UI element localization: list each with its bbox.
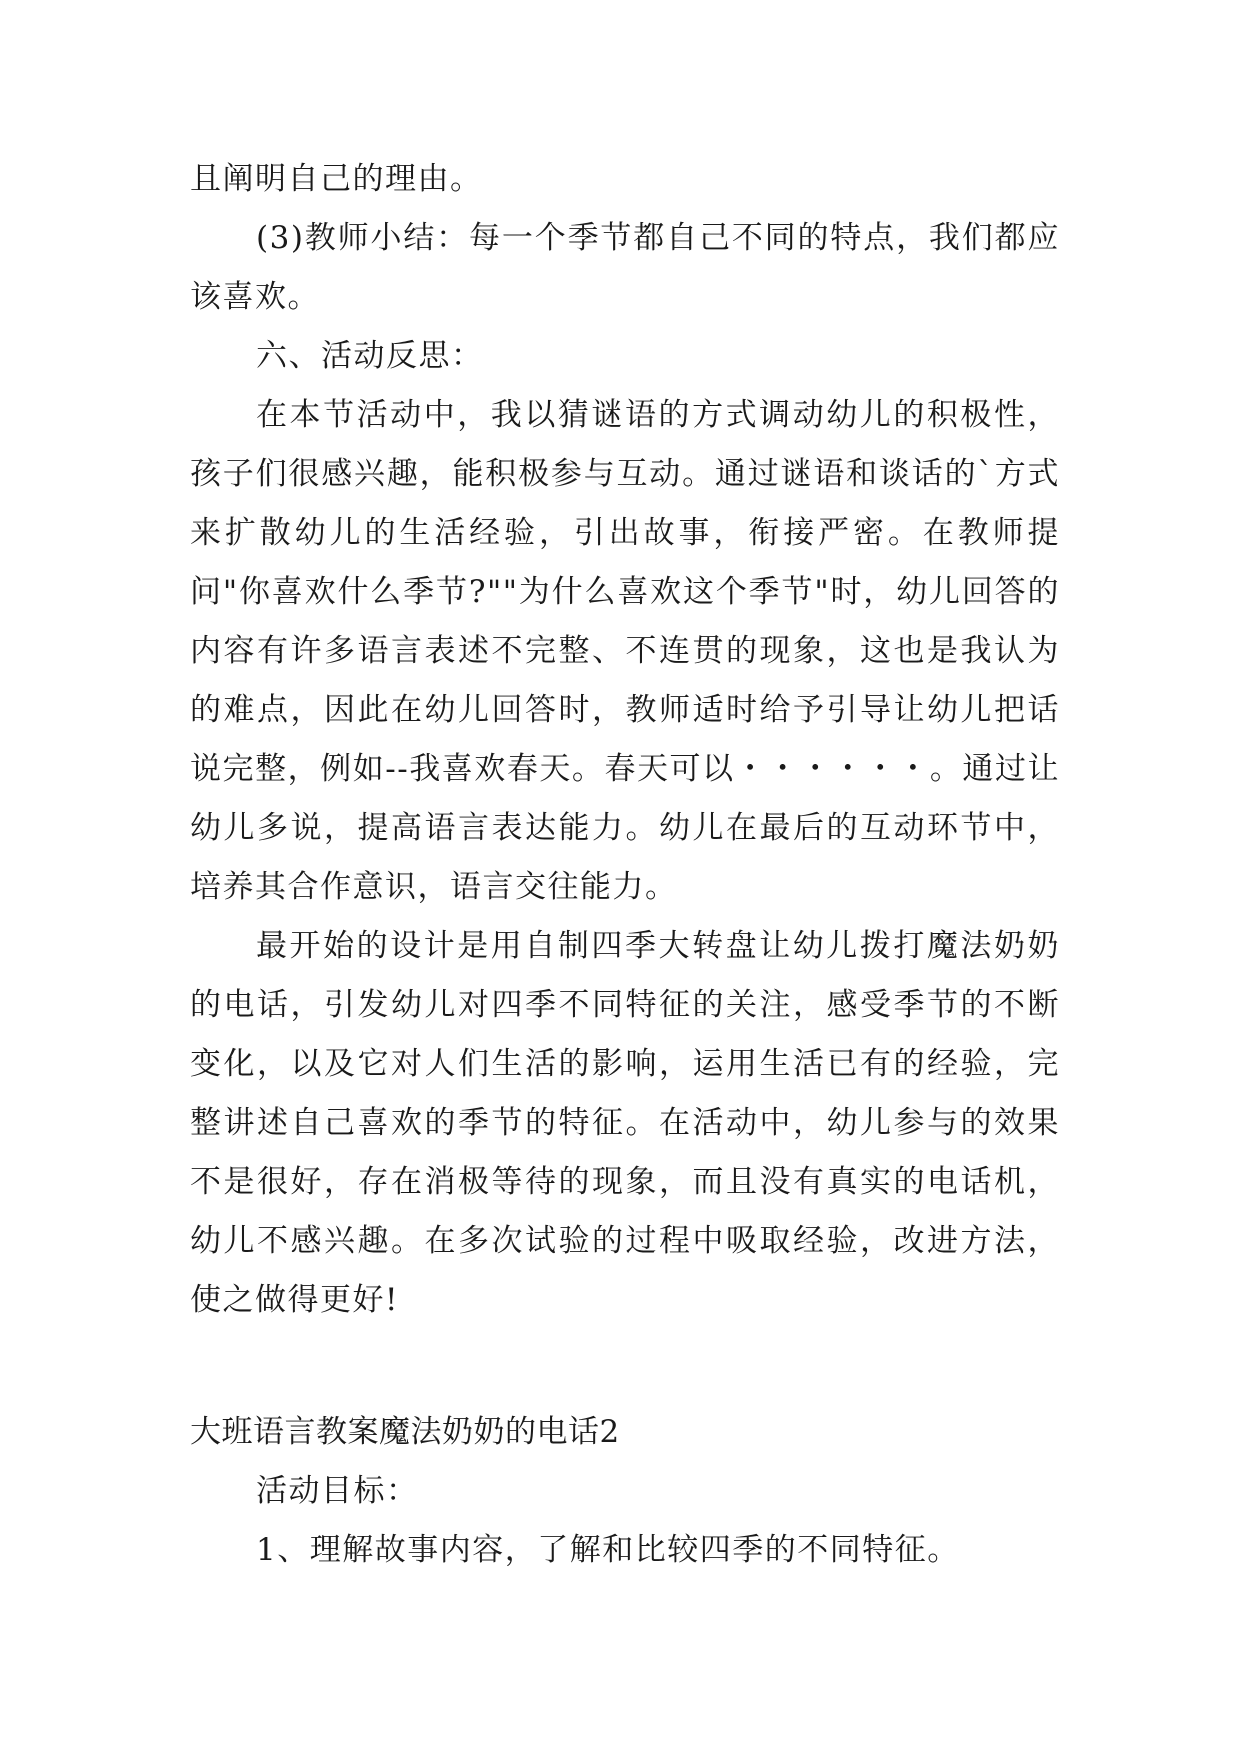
paragraph-reflection-2: 最开始的设计是用自制四季大转盘让幼儿拨打魔法奶奶的电话，引发幼儿对四季不同特征的关注，感受季节的不断变化，以及它对人们生活的影响，运用生活已有的经验，完整讲述自己喜欢的季节的特征。在活动中，幼儿参与的效果不是很好，存在消极等待的现象，而且没有真实的电话机，幼儿不感兴趣。在多次试验的过程中吸取经验，改进方法，使之做得更好!	[190, 928, 1060, 1318]
paragraph-goals-heading: 活动目标：	[256, 1473, 419, 1509]
paragraph-reflection-heading: 六、活动反思：	[256, 338, 484, 374]
paragraph-reflection-1: 在本节活动中，我以猜谜语的方式调动幼儿的积极性，孩子们很感兴趣，能积极参与互动。通过谜语和谈话的`方式来扩散幼儿的生活经验，引出故事，衔接严密。在教师提问"你喜欢什么季节?""为什么喜欢这个季节"时，幼儿回答的内容有许多语言表述不完整、不连贯的现象，这也是我认为的难点，因此在幼儿回答时，教师适时给予引导让幼儿把话说完整，例如--我喜欢春天。春天可以・・・・・・。通过让幼儿多说，提高语言表达能力。幼儿在最后的互动环节中，培养其合作意识，语言交往能力。	[190, 397, 1060, 905]
paragraph-goal-1: 1、理解故事内容，了解和比较四季的不同特征。	[256, 1532, 960, 1568]
document-body	[190, 150, 1060, 1580]
section-title: 大班语言教案魔法奶奶的电话2	[190, 1414, 620, 1450]
paragraph-teacher-summary: (3)教师小结：每一个季节都自己不同的特点，我们都应该喜欢。	[190, 220, 1060, 315]
paragraph-reason: 且阐明自己的理由。	[190, 161, 483, 197]
